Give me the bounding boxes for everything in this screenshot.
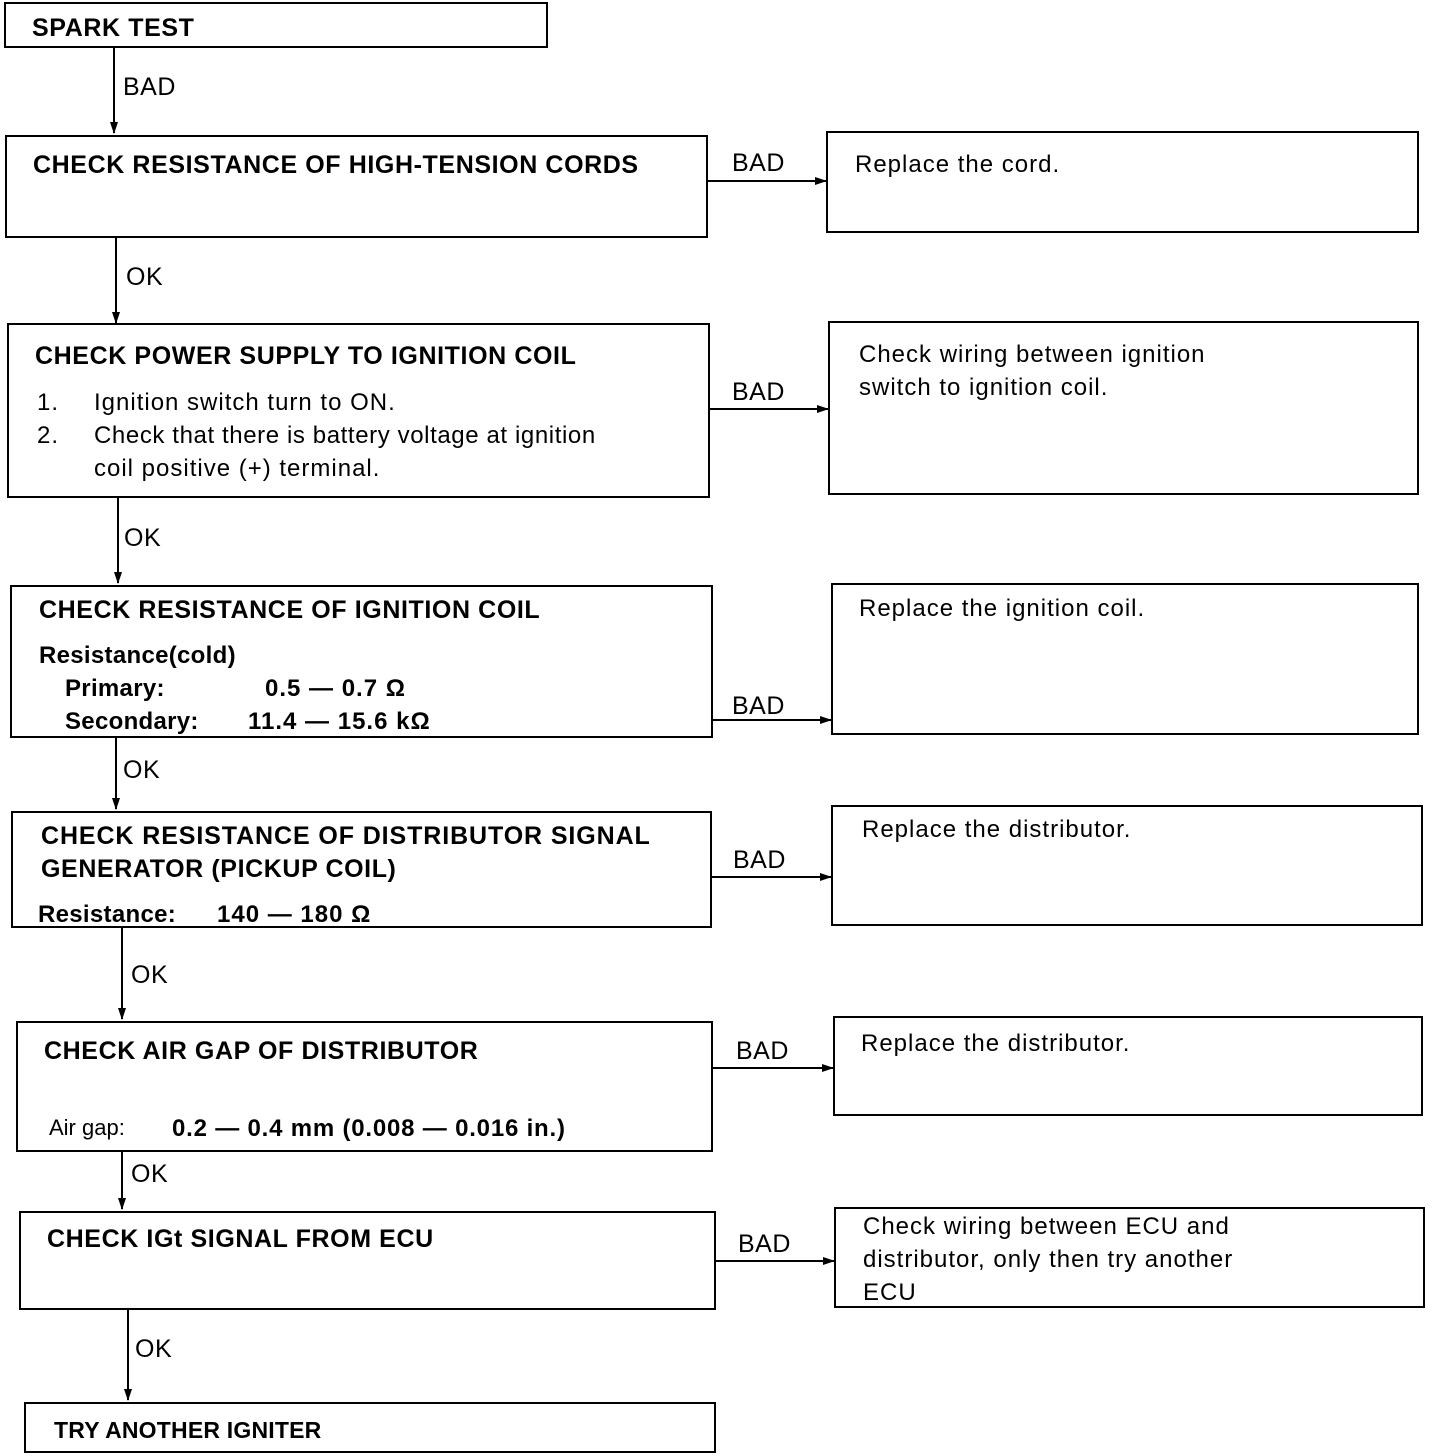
- step-2-box: [7, 323, 710, 498]
- step-5-box: [16, 1021, 713, 1152]
- label-ok-1: OK: [126, 263, 164, 291]
- label-ok-6: OK: [135, 1335, 173, 1363]
- step-5-spec-label: Air gap:: [49, 1115, 125, 1140]
- label-ok-4: OK: [131, 961, 169, 989]
- try-another-igniter-box: [24, 1402, 716, 1453]
- remedy-2-line-2: switch to ignition coil.: [859, 374, 1109, 401]
- remedy-4-box: [831, 805, 1423, 926]
- step-3-secondary-label: Secondary:: [65, 708, 199, 735]
- step-3-spec-heading: Resistance(cold): [39, 642, 236, 669]
- spark-test-title: SPARK TEST: [32, 14, 195, 42]
- remedy-5-box: [833, 1016, 1423, 1116]
- label-bad-1: BAD: [732, 149, 785, 177]
- label-bad-6: BAD: [738, 1230, 791, 1258]
- step-2-item-1-num: 1.: [37, 389, 60, 416]
- spark-test-box: [4, 2, 548, 48]
- remedy-6-line-2: distributor, only then try another: [863, 1246, 1234, 1273]
- step-2-item-1-text: Ignition switch turn to ON.: [94, 389, 396, 416]
- remedy-5-text: Replace the distributor.: [861, 1030, 1131, 1057]
- step-2-item-2-num: 2.: [37, 422, 60, 449]
- remedy-3-box: [831, 583, 1419, 735]
- label-bad-2: BAD: [732, 378, 785, 406]
- step-3-title: CHECK RESISTANCE OF IGNITION COIL: [39, 596, 541, 624]
- step-5-spec-value: 0.2 — 0.4 mm (0.008 — 0.016 in.): [172, 1115, 566, 1142]
- step-1-title: CHECK RESISTANCE OF HIGH-TENSION CORDS: [33, 151, 639, 179]
- step-4-spec-label: Resistance:: [38, 901, 177, 928]
- remedy-2-box: [828, 321, 1419, 495]
- label-ok-5: OK: [131, 1160, 169, 1188]
- remedy-3-text: Replace the ignition coil.: [859, 595, 1146, 622]
- label-ok-3: OK: [123, 756, 161, 784]
- remedy-2-line-1: Check wiring between ignition: [859, 341, 1206, 368]
- step-4-title-line-2: GENERATOR (PICKUP COIL): [41, 855, 397, 883]
- label-bad-0: BAD: [123, 73, 176, 101]
- label-bad-5: BAD: [736, 1037, 789, 1065]
- label-ok-2: OK: [124, 524, 162, 552]
- step-4-box: [11, 811, 712, 928]
- step-6-title: CHECK IGt SIGNAL FROM ECU: [47, 1225, 434, 1253]
- remedy-6-box: [834, 1207, 1425, 1308]
- step-1-box: [5, 135, 708, 238]
- remedy-1-text: Replace the cord.: [855, 151, 1061, 178]
- step-3-primary-value: 0.5 — 0.7 Ω: [265, 675, 406, 702]
- step-4-title-line-1: CHECK RESISTANCE OF DISTRIBUTOR SIGNAL: [41, 822, 651, 850]
- step-3-box: [10, 585, 713, 738]
- step-2-item-2-cont: coil positive (+) terminal.: [94, 455, 381, 482]
- label-bad-4: BAD: [733, 846, 786, 874]
- step-6-box: [19, 1211, 716, 1310]
- step-4-spec-value: 140 — 180 Ω: [217, 901, 372, 928]
- remedy-6-line-3: ECU: [863, 1279, 917, 1306]
- remedy-4-text: Replace the distributor.: [862, 816, 1132, 843]
- step-2-item-2-text: Check that there is battery voltage at ignition: [94, 422, 596, 449]
- try-another-igniter-title: TRY ANOTHER IGNITER: [54, 1417, 322, 1443]
- remedy-6-line-1: Check wiring between ECU and: [863, 1213, 1230, 1240]
- step-3-secondary-value: 11.4 — 15.6 kΩ: [248, 708, 431, 735]
- step-5-title: CHECK AIR GAP OF DISTRIBUTOR: [44, 1037, 479, 1065]
- step-3-primary-label: Primary:: [65, 675, 165, 702]
- remedy-1-box: [826, 131, 1419, 233]
- step-2-title: CHECK POWER SUPPLY TO IGNITION COIL: [35, 342, 577, 370]
- label-bad-3: BAD: [732, 692, 785, 720]
